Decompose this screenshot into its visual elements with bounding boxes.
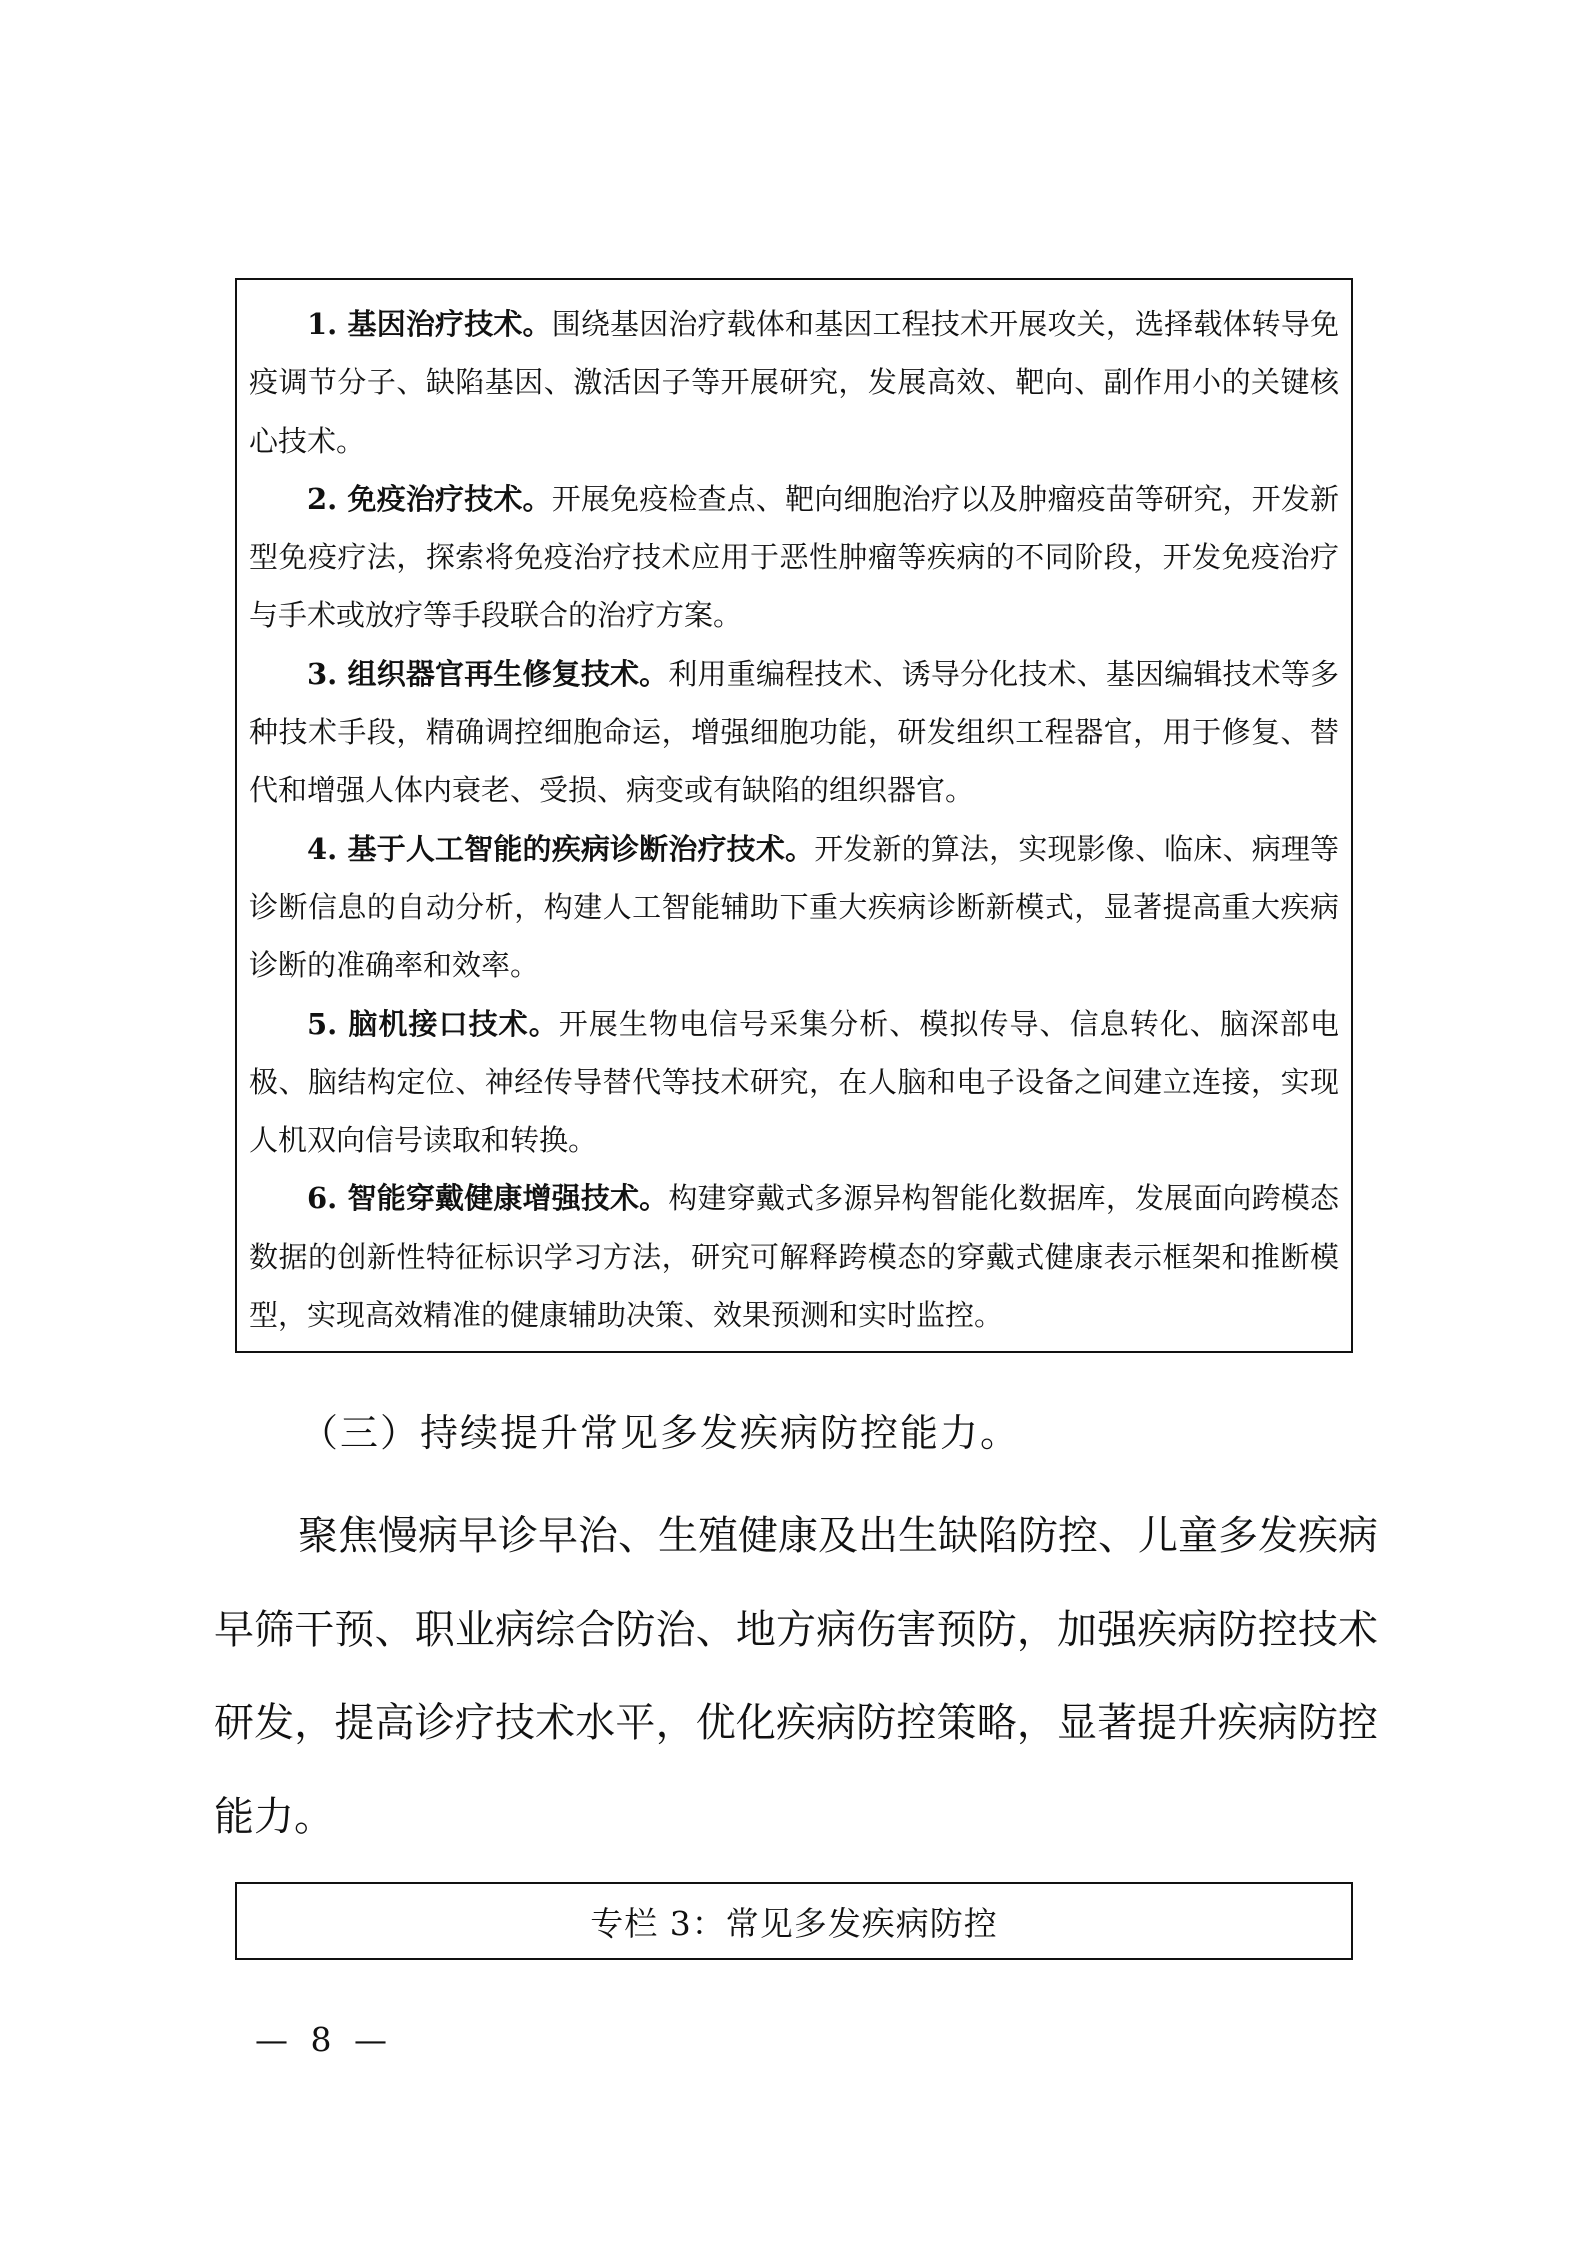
tech-item-wearable-health <box>249 1169 1339 1344</box>
tech-item-immunotherapy <box>249 470 1339 645</box>
tech-item-tissue-regeneration <box>249 645 1339 820</box>
tech-item-brain-computer-interface <box>249 995 1339 1170</box>
item-text: 开发新的算法，实现影像、临床、病理等诊断信息的自动分析，构建人工智能辅助下重大疾病诊断新模式，显著提高重大疾病诊断的准确率和效率。 <box>249 831 1339 983</box>
column-3-title: 专栏 3：常见多发疾病防控 <box>590 1903 998 1943</box>
item-text: 围绕基因治疗载体和基因工程技术开展攻关，选择载体转导免疫调节分子、缺陷基因、激活因子等开展研究，发展高效、靶向、副作用小的关键核心技术。 <box>249 307 1339 458</box>
item-title: 4. 基于人工智能的疾病诊断治疗技术。 <box>307 831 815 866</box>
tech-item-gene-therapy <box>249 295 1339 470</box>
section-body: 聚焦慢病早诊早治、生殖健康及出生缺陷防控、儿童多发疾病早筛干预、职业病综合防治、地方病伤害预防，加强疾病防控技术研发，提高诊疗技术水平，优化疾病防控策略，显著提升疾病防控能力。 <box>214 1513 1378 1840</box>
section-heading: （三）持续提升常见多发疾病防控能力。 <box>300 1411 1021 1455</box>
item-title: 3. 组织器官再生修复技术。 <box>307 656 669 691</box>
tech-item-ai-diagnosis <box>249 820 1339 995</box>
item-text: 开展免疫检查点、靶向细胞治疗以及肿瘤疫苗等研究，开发新型免疫疗法，探索将免疫治疗技术应用于恶性肿瘤等疾病的不同阶段，开发免疫治疗与手术或放疗等手段联合的治疗方案。 <box>249 481 1339 633</box>
item-title: 5. 脑机接口技术。 <box>307 1006 559 1041</box>
item-title: 6. 智能穿戴健康增强技术。 <box>307 1181 669 1216</box>
item-text: 利用重编程技术、诱导分化技术、基因编辑技术等多种技术手段，精确调控细胞命运，增强细胞功能，研发组织工程器官，用于修复、替代和增强人体内衰老、受损、病变或有缺陷的组织器官。 <box>249 656 1339 808</box>
column-3-box <box>235 1882 1353 1960</box>
column-2-box <box>235 278 1353 1353</box>
item-title: 2. 免疫治疗技术。 <box>307 481 552 516</box>
page-number: — 8 — <box>255 2020 393 2059</box>
item-text: 构建穿戴式多源异构智能化数据库，发展面向跨模态数据的创新性特征标识学习方法，研究可解释跨模态的穿戴式健康表示框架和推断模型，实现高效精准的健康辅助决策、效果预测和实时监控。 <box>249 1181 1339 1333</box>
item-text: 开展生物电信号采集分析、模拟传导、信息转化、脑深部电极、脑结构定位、神经传导替代等技术研究，在人脑和电子设备之间建立连接，实现人机双向信号读取和转换。 <box>249 1006 1339 1158</box>
item-title: 1. 基因治疗技术。 <box>307 307 552 341</box>
